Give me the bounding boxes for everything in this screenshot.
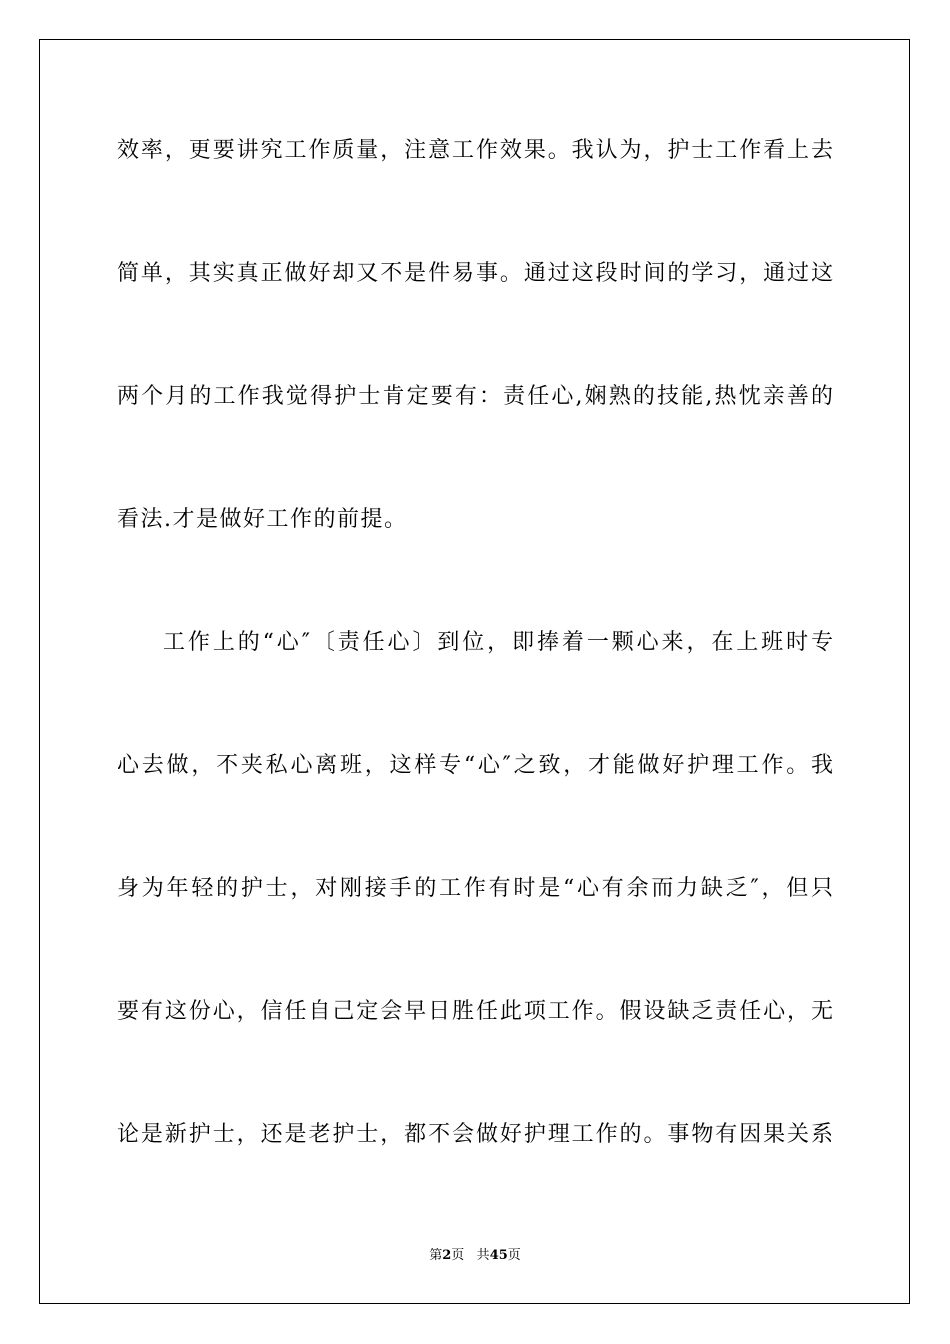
body-text-line: 论是新护士，还是老护士，都不会做好护理工作的。事物有因果关系 bbox=[117, 1122, 833, 1147]
total-prefix: 共 bbox=[476, 1248, 490, 1263]
body-text-line: 心去做，不夹私心离班，这样专“心″之致，才能做好护理工作。我 bbox=[117, 753, 833, 778]
page-total: 45 bbox=[489, 1248, 508, 1263]
page-prefix: 第 bbox=[429, 1248, 443, 1263]
body-text-line: 简单，其实真正做好却又不是件易事。通过这段时间的学习，通过这 bbox=[117, 261, 833, 286]
body-text-line: 效率，更要讲究工作质量，注意工作效果。我认为，护士工作看上去 bbox=[117, 138, 833, 163]
page-border bbox=[39, 39, 910, 1304]
page-unit: 页 bbox=[451, 1248, 465, 1263]
body-text-line: 看法.才是做好工作的前提。 bbox=[117, 507, 408, 532]
body-text-line: 身为年轻的护士，对刚接手的工作有时是“心有余而力缺乏″，但只 bbox=[117, 876, 833, 901]
paragraph-first-line: 工作上的“心″〔责任心〕到位，即捧着一颗心来，在上班时专 bbox=[163, 630, 833, 655]
body-text-line: 要有这份心，信任自己定会早日胜任此项工作。假设缺乏责任心，无 bbox=[117, 999, 833, 1024]
page-current: 2 bbox=[442, 1248, 452, 1263]
total-unit: 页 bbox=[507, 1248, 521, 1263]
body-text-line: 两个月的工作我觉得护士肯定要有：责任心,娴熟的技能,热忱亲善的 bbox=[117, 384, 833, 409]
page-footer bbox=[0, 1247, 950, 1265]
